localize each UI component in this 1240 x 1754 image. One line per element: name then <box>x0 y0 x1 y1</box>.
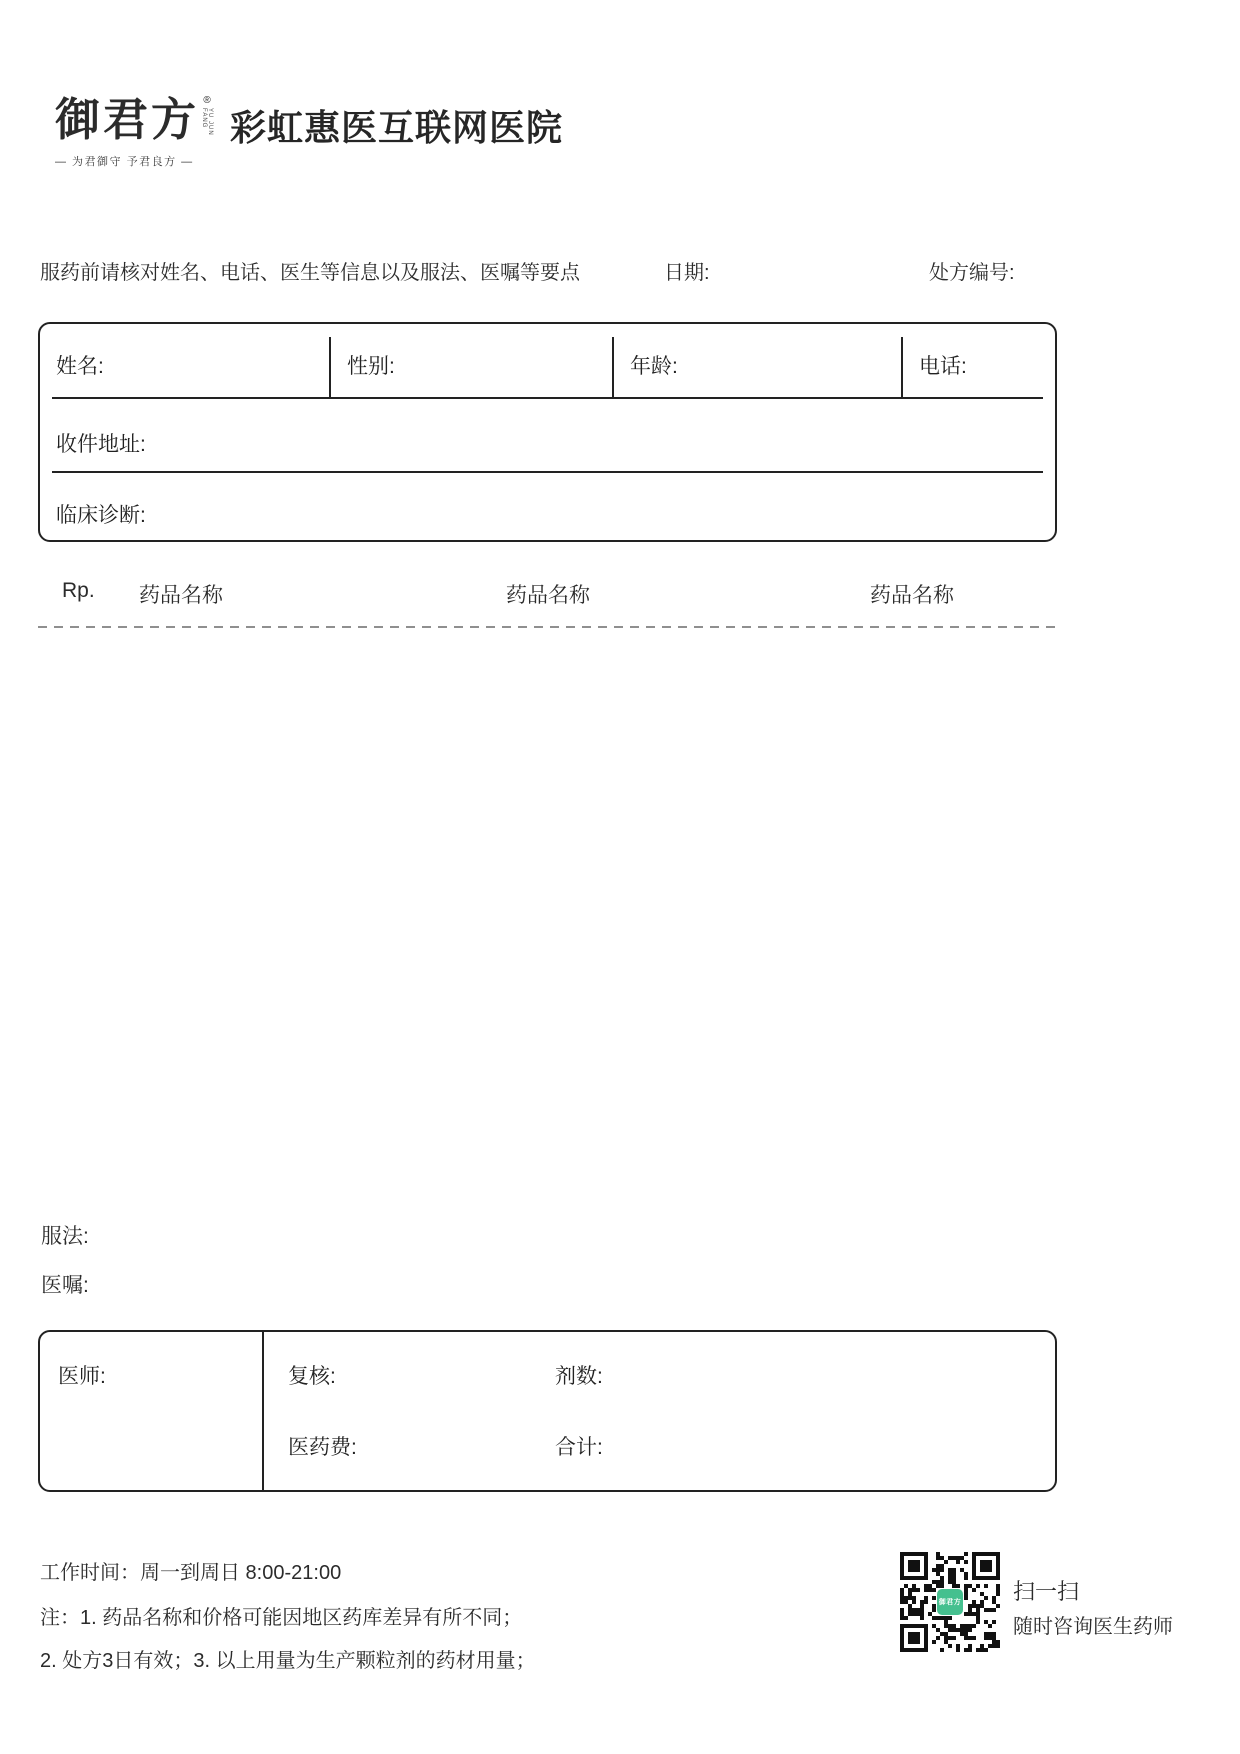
registered-mark-icon: ® <box>203 95 211 106</box>
working-hours: 工作时间：周一到周日 8:00-21:00 <box>40 1562 342 1584</box>
rp-prefix: Rp. <box>62 579 95 602</box>
qr-center-logo: 御君方 <box>937 1589 963 1615</box>
scan-subtitle: 随时咨询医生药师 <box>1013 1616 1173 1638</box>
doses-label: 剂数: <box>555 1365 603 1388</box>
usage-label: 服法: <box>41 1225 89 1248</box>
drug-name-column-header: 药品名称 <box>139 584 223 607</box>
note-line-2: 2. 处方3日有效；3. 以上用量为生产颗粒剂的药材用量； <box>40 1650 536 1672</box>
row-divider <box>52 471 1043 473</box>
total-label: 合计: <box>555 1436 603 1459</box>
name-label: 姓名: <box>56 354 104 378</box>
pre-check-notice: 服药前请核对姓名、电话、医生等信息以及服法、医嘱等要点 <box>40 262 580 284</box>
advice-label: 医嘱: <box>41 1274 89 1297</box>
phone-field <box>903 324 1055 397</box>
row-divider <box>52 397 1043 399</box>
brand-logo-vertical-text: YU JUN FANG <box>201 108 214 136</box>
doctor-label: 医师: <box>58 1365 106 1388</box>
brand-logo-text: 御君方 <box>55 93 200 146</box>
drug-name-column-header: 药品名称 <box>870 584 954 607</box>
patient-basic-row <box>40 324 1055 397</box>
review-label: 复核: <box>288 1365 336 1388</box>
patient-info-box <box>38 322 1057 542</box>
gender-label: 性别: <box>347 354 395 378</box>
address-label: 收件地址: <box>56 433 146 456</box>
date-label: 日期: <box>664 262 710 284</box>
brand-tagline: — 为君御守 予君良方 — <box>55 156 194 168</box>
note-line-1: 注：1. 药品名称和价格可能因地区药库差异有所不同； <box>40 1607 523 1629</box>
qr-code-block <box>900 1552 1000 1652</box>
scan-title: 扫一扫 <box>1013 1579 1080 1604</box>
brand-logo <box>55 93 214 169</box>
dashed-separator <box>38 626 1055 628</box>
age-field <box>614 324 903 397</box>
summary-box <box>38 1330 1057 1492</box>
phone-label: 电话: <box>919 354 967 378</box>
gender-field <box>331 324 614 397</box>
doctor-cell <box>40 1332 264 1490</box>
drug-name-column-header: 药品名称 <box>506 584 590 607</box>
age-label: 年龄: <box>630 354 678 378</box>
fee-label: 医药费: <box>288 1436 357 1459</box>
rx-number-label: 处方编号: <box>929 262 1015 284</box>
name-field <box>40 324 331 397</box>
hospital-title: 彩虹惠医互联网医院 <box>230 107 564 148</box>
diagnosis-label: 临床诊断: <box>56 504 146 527</box>
